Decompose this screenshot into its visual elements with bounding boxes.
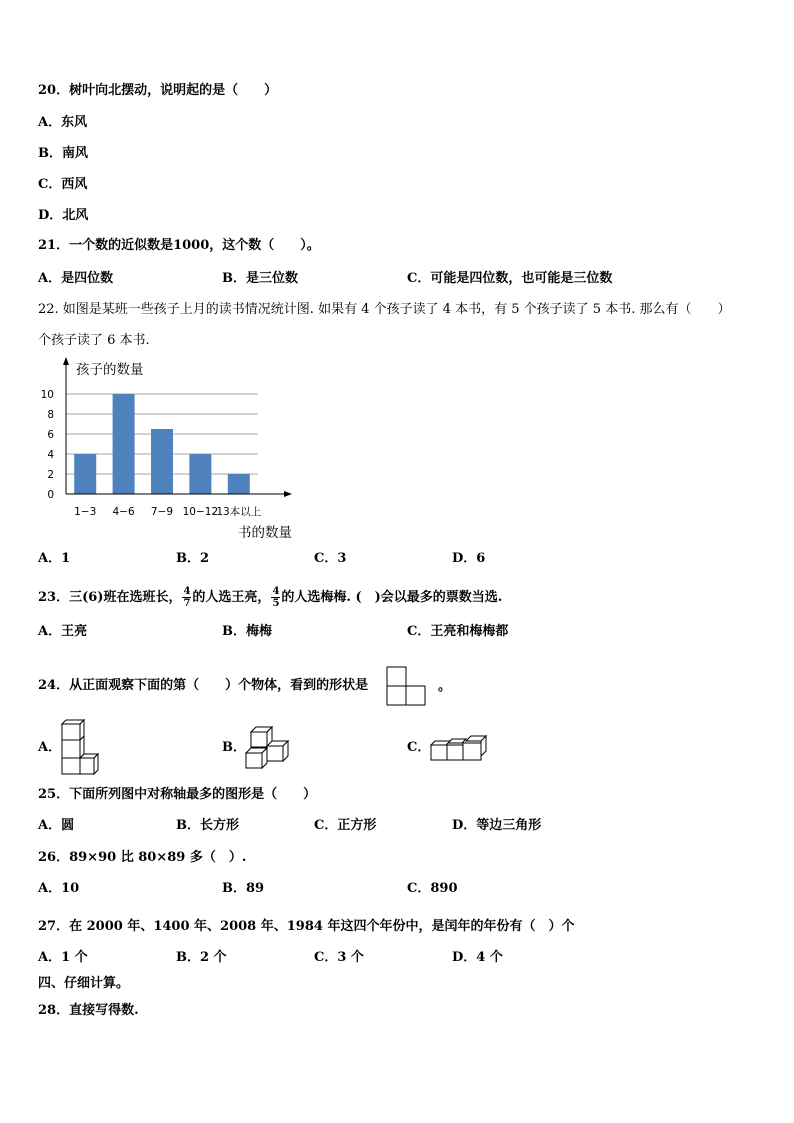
q24-option-a[interactable]: A． <box>38 740 62 755</box>
q22-option-a[interactable]: A．1 <box>38 551 71 566</box>
y-axis-arrow <box>63 357 69 365</box>
q23-option-b[interactable]: B．梅梅 <box>222 624 272 639</box>
q25-option-a[interactable]: A．圆 <box>38 818 75 833</box>
bar <box>113 394 135 494</box>
q27-stem: 27．在 2000 年、1400 年、2008 年、1984 年这四个年份中，是闰年的年份有（ ）个 <box>38 919 575 934</box>
y-tick-label: 4 <box>47 449 54 461</box>
x-axis-arrow <box>284 491 292 497</box>
q20-option-a[interactable]: A．东风 <box>38 115 88 130</box>
q23-mid: 的人选王亮， <box>192 590 271 605</box>
y-tick-label: 0 <box>47 489 54 501</box>
q21-option-a[interactable]: A．是四位数 <box>38 271 114 286</box>
q20-stem: 20．树叶向北摆动，说明起的是（ ） <box>38 83 278 98</box>
q27-option-d[interactable]: D．4 个 <box>452 950 503 965</box>
x-tick-label: 4−6 <box>112 506 135 518</box>
q22-option-c[interactable]: C．3 <box>314 551 347 566</box>
q27-option-b[interactable]: B．2 个 <box>176 950 227 965</box>
q22-stem-line1: 22. 如图是某班一些孩子上月的读书情况统计图. 如果有 4 个孩子读了 4 本书，有 5 个孩子读了 5 本书. 那么有（ ） <box>38 302 731 317</box>
q27-option-a[interactable]: A．1 个 <box>38 950 88 965</box>
x-tick-label: 13本以上 <box>216 506 262 518</box>
y-tick-label: 2 <box>47 469 54 481</box>
bar <box>151 429 173 494</box>
y-tick-label: 10 <box>40 389 54 401</box>
q23-option-a[interactable]: A．王亮 <box>38 624 88 639</box>
x-tick-label: 7−9 <box>150 506 174 518</box>
x-tick-label: 1−3 <box>74 506 97 518</box>
bar <box>228 474 250 494</box>
q23-stem <box>38 586 502 609</box>
q23-prefix: 23．三(6)班在选班长， <box>38 590 182 605</box>
bar <box>189 454 211 494</box>
q28-stem: 28．直接写得数. <box>38 1003 139 1018</box>
y-tick-label: 6 <box>47 429 54 441</box>
y-axis-label: 孩子的数量 <box>76 362 144 378</box>
y-tick-label: 8 <box>47 409 54 421</box>
q25-option-c[interactable]: C．正方形 <box>314 818 377 833</box>
section-heading: 四、仔细计算。 <box>38 976 130 991</box>
cube-figure-a <box>58 718 102 776</box>
q20-option-c[interactable]: C．西风 <box>38 177 88 192</box>
bar <box>74 454 96 494</box>
q25-option-d[interactable]: D．等边三角形 <box>452 818 542 833</box>
x-tick-label: 10−12 <box>182 506 219 518</box>
fraction-4-5: $\frac{4}{5}$ <box>272 586 280 609</box>
q21-stem: 21．一个数的近似数是1000，这个数（ ）。 <box>38 238 320 253</box>
q24-stem: 24．从正面观察下面的第（ ）个物体，看到的形状是 <box>38 678 369 693</box>
cube-figure-b <box>243 725 291 771</box>
q21-option-b[interactable]: B．是三位数 <box>222 271 298 286</box>
q25-option-b[interactable]: B．长方形 <box>176 818 239 833</box>
q26-stem: 26．89×90 比 80×89 多（ ）. <box>38 850 247 865</box>
x-axis-label: 书的数量 <box>238 525 292 541</box>
q22-stem-line2: 个孩子读了 6 本书. <box>38 333 150 348</box>
fraction-4-7: $\frac{4}{7}$ <box>183 586 191 609</box>
q24-option-b[interactable]: B． <box>222 740 246 755</box>
q25-stem: 25．下面所列图中对称轴最多的图形是（ ） <box>38 787 317 802</box>
front-view-shape <box>386 666 428 706</box>
q26-option-b[interactable]: B．89 <box>222 881 265 896</box>
q22-option-d[interactable]: D．6 <box>452 551 486 566</box>
q23-suffix: 的人选梅梅. ( )会以最多的票数当选. <box>281 590 503 605</box>
q26-option-a[interactable]: A．10 <box>38 881 80 896</box>
cube-figure-c <box>428 733 492 763</box>
q23-option-c[interactable]: C．王亮和梅梅都 <box>407 624 509 639</box>
q24-option-c[interactable]: C． <box>407 740 431 755</box>
bar-chart <box>30 352 310 547</box>
q26-option-c[interactable]: C．890 <box>407 881 458 896</box>
q24-stem-end: 。 <box>438 679 452 694</box>
q27-option-c[interactable]: C．3 个 <box>314 950 364 965</box>
q22-option-b[interactable]: B．2 <box>176 551 210 566</box>
q20-option-b[interactable]: B．南风 <box>38 146 88 161</box>
q21-option-c[interactable]: C．可能是四位数，也可能是三位数 <box>407 271 613 286</box>
q20-option-d[interactable]: D．北风 <box>38 208 89 223</box>
